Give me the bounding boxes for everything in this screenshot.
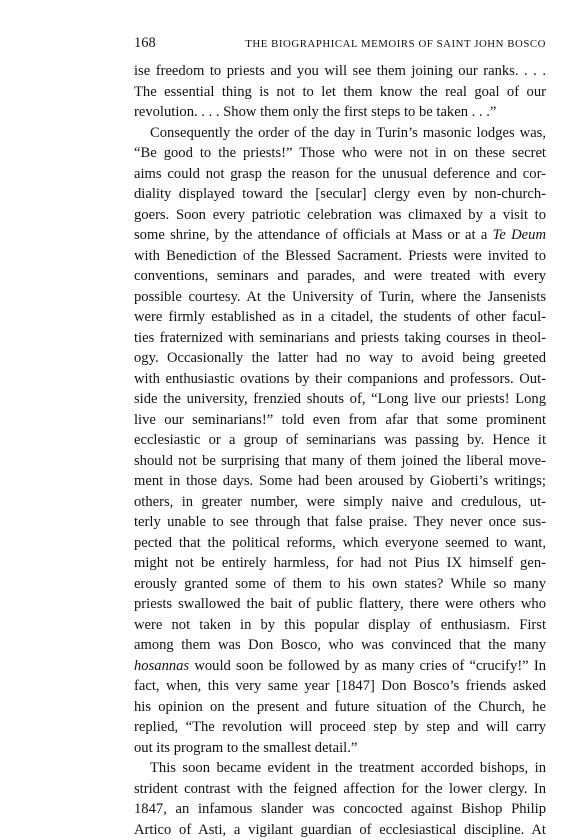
text-run: were firmly established as in a citadel, the students of other facul- [134,309,546,325]
text-line [134,492,546,513]
text-line [134,287,546,308]
text-line [134,369,546,390]
text-run: conventions, seminars and parades, and were treated with every [134,268,546,284]
text-line [134,328,546,349]
text-line [134,184,546,205]
body-text [134,61,546,840]
text-line [134,451,546,472]
text-line [134,471,546,492]
text-run: some shrine, by the attendance of officials at Mass or at a [134,227,493,243]
text-run: This soon became evident in the treatment accorded bishops, in [150,760,546,776]
text-run: aims could not grasp the reason for the unusual deference and cor- [134,166,546,182]
text-line [134,389,546,410]
text-line [134,205,546,226]
text-run: should not be surprising that many of them joined the liberal move- [134,453,546,469]
text-run: side the university, frenzied shouts of, “Long live our priests! Long [134,391,546,407]
text-run: others, in greater number, were simply naive and credulous, ut- [134,494,546,510]
text-run: might not be entirely harmless, for had not Pius IX himself gen- [134,555,546,571]
text-run: “Be good to the priests!” Those who were not in on these secret [134,145,546,161]
text-line [134,61,546,82]
text-run: his opinion on the present and future situation of the Church, he [134,699,546,715]
text-line [134,758,546,779]
text-run: out its program to the smallest detail.” [134,740,357,756]
text-line [134,656,546,677]
text-run: strident contrast with the feigned affection for the lower clergy. In [134,781,546,797]
italic-text: hosannas [134,658,189,674]
text-run: ecclesiastic or a group of seminarians was passing by. Hence it [134,432,546,448]
text-line [134,799,546,820]
text-run: with Benediction of the Blessed Sacrament. Priests were invited to [134,248,546,264]
text-run: were not taken in by this popular display of enthusiasm. First [134,617,546,633]
text-line [134,430,546,451]
text-line [134,635,546,656]
text-line [134,410,546,431]
text-run: terly unable to see through that false praise. They never once sus- [134,514,546,530]
text-line [134,82,546,103]
text-line [134,164,546,185]
page-number: 168 [134,34,156,52]
italic-text: Te Deum [493,227,546,243]
text-line [134,738,546,759]
text-line [134,102,546,123]
text-line [134,348,546,369]
text-line [134,225,546,246]
text-run: with enthusiastic ovations by their companions and professors. Out- [134,371,546,387]
text-line [134,820,546,840]
text-line [134,307,546,328]
text-line [134,533,546,554]
text-run: priests swallowed the bait of public flattery, there were others who [134,596,546,612]
text-run: live our seminarians!” told even from afar that some prominent [134,412,546,428]
text-run: Artico of Asti, a vigilant guardian of ecclesiastical discipline. At [134,822,546,838]
text-line [134,246,546,267]
text-run: revolution. . . . Show them only the first steps to be taken . . .” [134,104,496,120]
running-head [134,34,546,52]
text-run: Consequently the order of the day in Turin’s masonic lodges was, [150,125,546,141]
text-line [134,266,546,287]
text-line [134,594,546,615]
text-run: would soon be followed by as many cries of “crucify!” In [189,658,546,674]
text-run: ment in those days. Some had been aroused by Gioberti’s writings; [134,473,546,489]
text-run: goers. Soon every patriotic celebration was climaxed by a visit to [134,207,546,223]
text-run: The essential thing is not to let them know the real goal of our [134,84,546,100]
text-line [134,574,546,595]
text-run: among them was Don Bosco, who was convinced that the many [134,637,546,653]
text-line [134,779,546,800]
text-run: erously granted some of them to his own states? While so many [134,576,546,592]
text-run: fact, when, this very same year [1847] Don Bosco’s friends asked [134,678,546,694]
text-line [134,697,546,718]
text-run: pected that the political reforms, which everyone seemed to want, [134,535,546,551]
text-run: ogy. Occasionally the latter had no way to avoid being greeted [134,350,546,366]
text-run: ise freedom to priests and you will see them joining our ranks. . . . [134,63,546,79]
text-run: ties fraternized with seminarians and priests taking courses in theol- [134,330,546,346]
text-line [134,553,546,574]
text-run: 1847, an infamous slander was concocted against Bishop Philip [134,801,546,817]
text-line [134,615,546,636]
running-header-title: THE BIOGRAPHICAL MEMOIRS OF SAINT JOHN BOSCO [245,36,546,52]
text-run: diality displayed toward the [secular] clergy even by non-church- [134,186,546,202]
text-line [134,717,546,738]
text-run: possible courtesy. At the University of Turin, where the Jansenists [134,289,546,305]
text-line [134,676,546,697]
text-run: replied, “The revolution will proceed step by step and will carry [134,719,546,735]
text-line [134,512,546,533]
text-line [134,143,546,164]
text-line [134,123,546,144]
